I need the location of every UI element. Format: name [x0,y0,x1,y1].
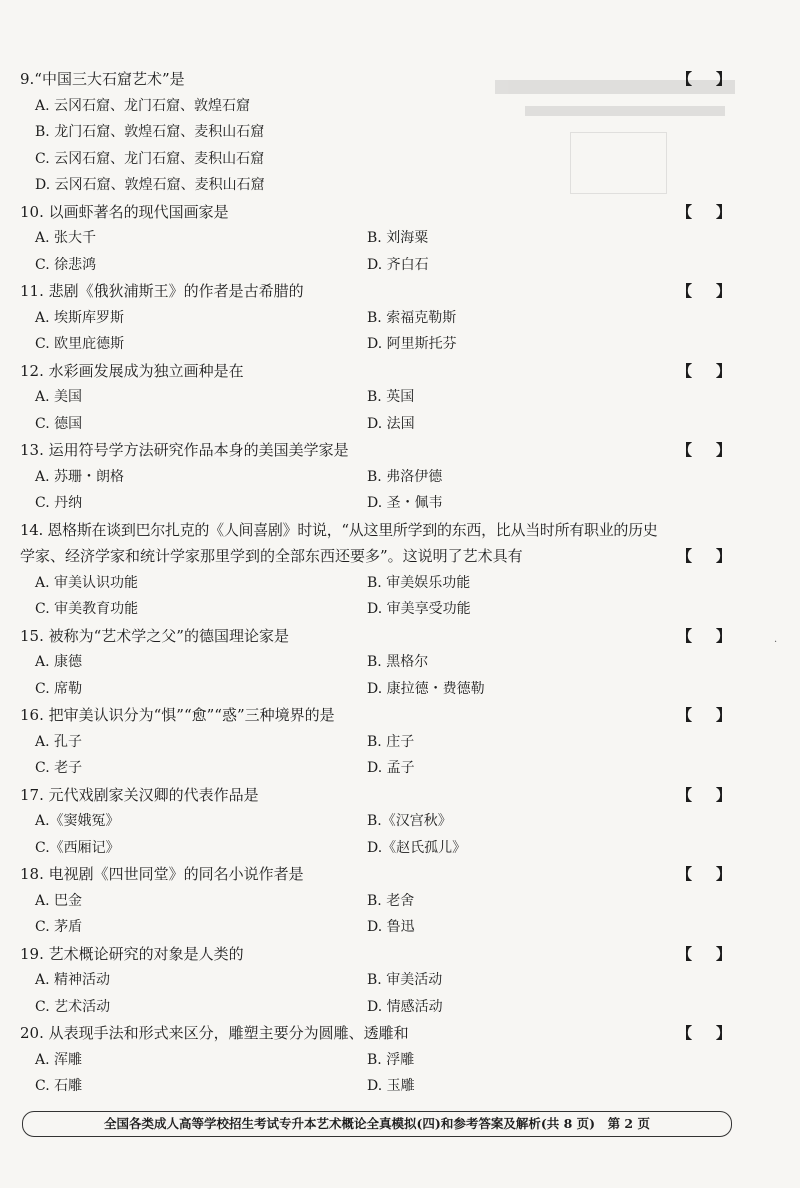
option-d: D. 孟子 [367,760,415,776]
answer-bracket[interactable]: 【 】 [676,626,731,645]
question-20 [20,1020,735,1100]
question-17 [20,782,735,862]
option-a: A. 康德 [35,654,83,670]
option-b: B. 英国 [367,389,415,405]
question-stem: 16. 把审美认识分为“惧”“愈”“惑”三种境界的是 【 】 [20,702,735,729]
option-c: C. 石雕 [35,1078,83,1094]
option-c: C. 审美教育功能 [35,601,139,617]
option-c: C. 老子 [35,760,83,776]
question-19 [20,941,735,1021]
question-stem: 18. 电视剧《四世同堂》的同名小说作者是 【 】 [20,861,735,888]
question-15 [20,623,735,703]
option-b: B. 庄子 [367,733,415,750]
option-d: D. 云冈石窟、敦煌石窟、麦积山石窟 [35,177,265,193]
question-stem: 12. 水彩画发展成为独立画种是在 【 】 [20,358,735,385]
question-stem: 20. 从表现手法和形式来区分，雕塑主要分为圆雕、透雕和 【 】 [20,1020,735,1047]
option-a: A. 审美认识功能 [35,574,139,591]
question-stem-line-1: 14. 恩格斯在谈到巴尔扎克的《人间喜剧》时说，“从这里所学到的东西，比从当时所有职业的历史 [20,520,658,539]
option-c: C. 艺术活动 [35,998,111,1015]
question-stem: 19. 艺术概论研究的对象是人类的 【 】 [20,941,735,968]
option-a: A. 美国 [35,389,83,405]
option-c: C. 茅盾 [35,919,83,935]
option-b: B. 黑格尔 [367,654,429,670]
question-stem: 10. 以画虾著名的现代国画家是 【 】 [20,199,735,226]
option-d: D. 审美享受功能 [367,601,471,617]
question-14 [20,517,735,623]
answer-bracket[interactable]: 【 】 [676,282,731,300]
question-11 [20,278,735,358]
question-13 [20,437,735,517]
option-c: C. 德国 [35,415,83,432]
answer-bracket[interactable]: 【 】 [676,1024,731,1042]
option-c: C. 欧里庇德斯 [35,336,125,352]
answer-bracket[interactable]: 【 】 [676,865,731,883]
option-d: D. 鲁迅 [367,919,415,935]
question-stem: 学家、经济学家和统计学家那里学到的全部东西还要多”。这说明了艺术具有 【 】 [20,543,735,570]
question-16 [20,702,735,782]
question-stem: 13. 运用符号学方法研究作品本身的美国美学家是 【 】 [20,437,735,464]
option-b: B. 龙门石窟、敦煌石窟、麦积山石窟 [35,124,265,140]
option-d: D. 玉雕 [367,1078,415,1094]
option-a: A. 孔子 [35,733,83,750]
option-a: A. 云冈石窟、龙门石窟、敦煌石窟 [35,97,251,114]
answer-bracket[interactable]: 【 】 [676,441,731,459]
option-b: B. 老舍 [367,892,415,909]
option-a: A. 埃斯库罗斯 [35,309,125,326]
answer-bracket[interactable]: 【 】 [676,361,731,380]
question-9 [20,66,735,199]
option-a: A. 苏珊・朗格 [35,468,125,485]
option-d: D. 阿里斯托芬 [367,336,457,352]
option-c: C.《西厢记》 [35,839,120,856]
question-list [20,66,735,1100]
question-18 [20,861,735,941]
option-d: D. 法国 [367,415,415,432]
question-stem: 9.“中国三大石窟艺术”是 【 】 [20,66,735,93]
answer-bracket[interactable]: 【 】 [676,202,731,221]
page-footer: 全国各类成人高等学校招生考试专升本艺术概论全真模拟(四)和参考答案及解析(共 8 页) 第 2 页 [22,1111,732,1137]
question-stem: 15. 被称为“艺术学之父”的德国理论家是 【 】 [20,623,735,650]
option-d: D.《赵氏孤儿》 [367,839,467,856]
option-d: D. 齐白石 [367,256,429,273]
option-a: A. 巴金 [35,892,83,909]
option-b: B.《汉宫秋》 [367,813,452,829]
option-c: C. 云冈石窟、龙门石窟、麦积山石窟 [35,150,265,167]
option-b: B. 浮雕 [367,1051,415,1068]
answer-bracket[interactable]: 【 】 [676,785,731,804]
option-b: B. 索福克勒斯 [367,309,457,326]
question-stem: 11. 悲剧《俄狄浦斯王》的作者是古希腊的 【 】 [20,278,735,305]
answer-bracket[interactable]: 【 】 [676,944,731,963]
option-b: B. 审美活动 [367,972,443,988]
question-12 [20,358,735,438]
option-d: D. 情感活动 [367,998,443,1015]
option-d: D. 圣・佩韦 [367,495,443,511]
option-d: D. 康拉德・费德勒 [367,680,485,697]
answer-bracket[interactable]: 【 】 [676,70,731,88]
option-a: A. 张大千 [35,230,97,246]
question-stem: 17. 元代戏剧家关汉卿的代表作品是 【 】 [20,782,735,809]
question-10 [20,199,735,279]
option-a: A. 精神活动 [35,972,111,988]
page-speck: · [774,637,778,648]
option-a: A. 浑雕 [35,1051,83,1068]
option-b: B. 弗洛伊德 [367,468,443,485]
option-a: A.《窦娥冤》 [35,813,120,829]
option-b: B. 刘海粟 [367,230,429,246]
option-c: C. 席勒 [35,680,83,697]
option-c: C. 丹纳 [35,495,83,511]
option-b: B. 审美娱乐功能 [367,574,471,591]
option-c: C. 徐悲鸿 [35,256,97,273]
answer-bracket[interactable]: 【 】 [676,706,731,724]
answer-bracket[interactable]: 【 】 [676,547,731,565]
